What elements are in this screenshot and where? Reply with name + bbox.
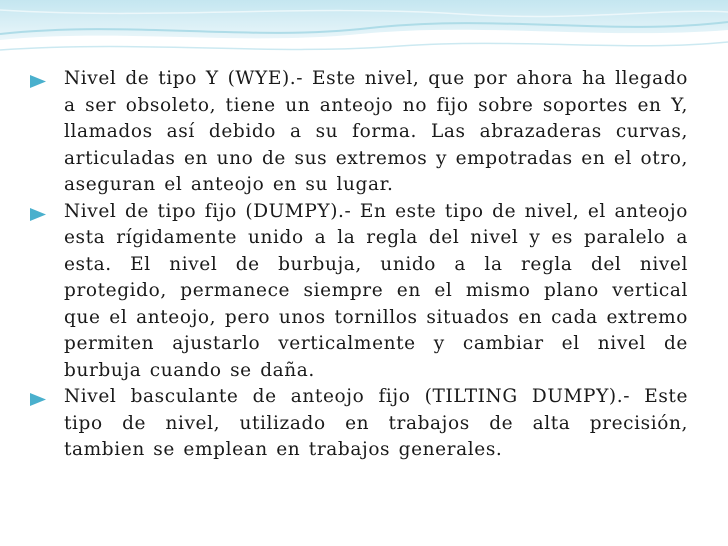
bullet-arrow-icon — [30, 208, 46, 221]
bullet-text: Nivel basculante de anteojo fijo (TILTING DUMPY).- Este tipo de nivel, utilizado en trabajos de alta precisión, tambien se emplean en trabajos generales. — [64, 386, 688, 460]
bullet-arrow-icon — [30, 75, 46, 88]
content-area — [28, 66, 688, 464]
bullet-text: Nivel de tipo fijo (DUMPY).- En este tipo de nivel, el anteojo esta rígidamente unido a la regla del nivel y es paralelo a esta. El nivel de burbuja, unido a la regla del nivel protegido, permanece siempre en el mismo plano vertical que el anteojo, pero unos tornillos situados en cada extremo permiten ajustarlo verticalmente y cambiar el nivel de burbuja cuando se daña. — [64, 200, 688, 381]
bullet-arrow-icon — [30, 393, 46, 406]
list-item — [28, 199, 688, 385]
bullet-list — [28, 66, 688, 464]
list-item — [28, 66, 688, 199]
header-wave-band — [0, 0, 728, 58]
bullet-text: Nivel de tipo Y (WYE).- Este nivel, que por ahora ha llegado a ser obsoleto, tiene un anteojo no fijo sobre soportes en Y, llamados así debido a su forma. Las abrazaderas curvas, articuladas en uno de sus extremos y empotradas en el otro, aseguran el anteojo en su lugar. — [64, 68, 688, 195]
list-item — [28, 384, 688, 464]
